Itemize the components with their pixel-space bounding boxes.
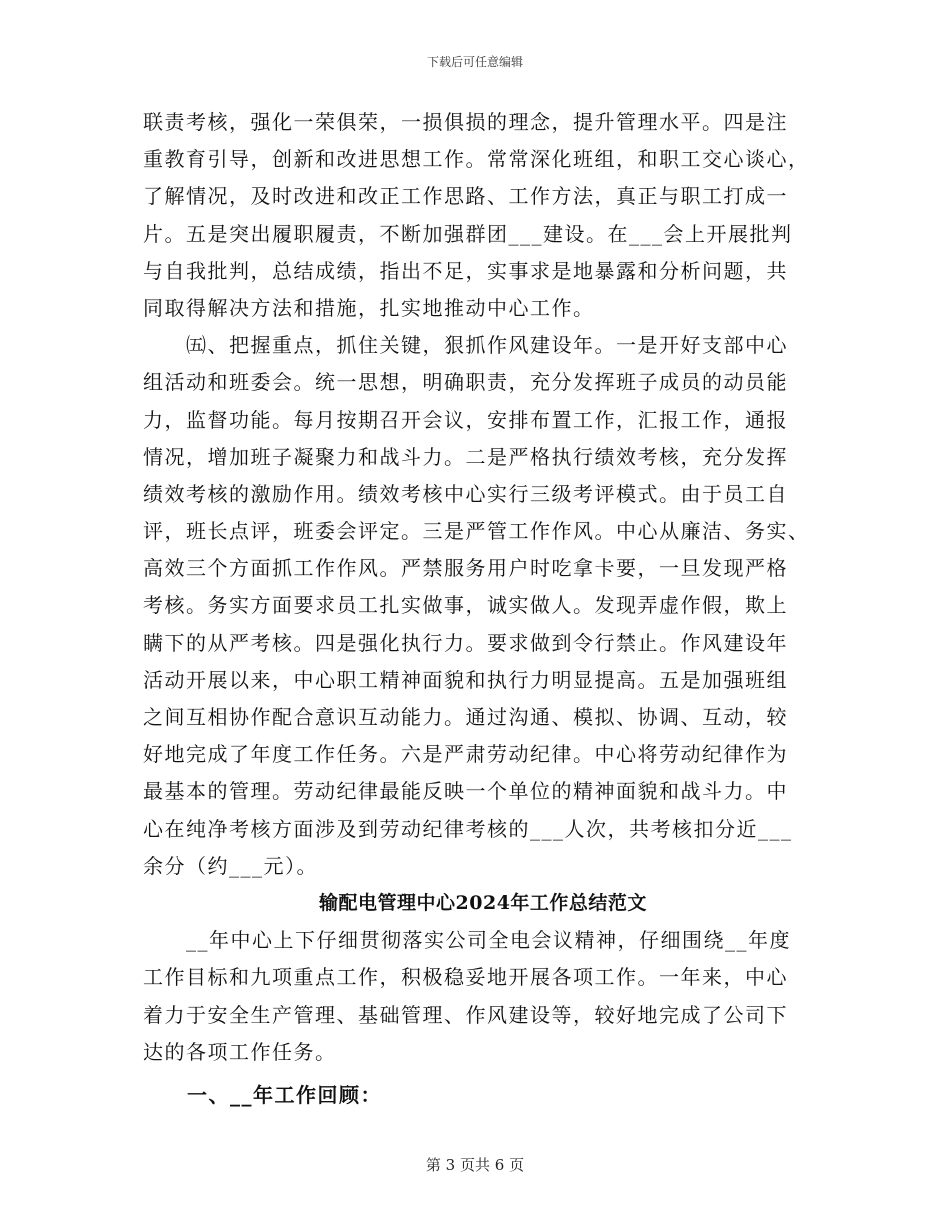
body-line: 重教育引导，创新和改进思想工作。常常深化班组，和职工交心谈心， — [143, 147, 810, 172]
body-line: 片。五是突出履职履责，不断加强群团___建设。在___会上开展批判 — [143, 221, 793, 246]
document-body — [143, 104, 823, 1114]
body-line: 力，监督功能。每月按期召开会议，安排布置工作，汇报工作，通报 — [143, 407, 788, 432]
body-line: 活动开展以来，中心职工精神面貌和执行力明显提高。五是加强班组 — [143, 667, 788, 692]
body-line: 心在纯净考核方面涉及到劳动纪律考核的___人次，共考核扣分近___ — [143, 816, 793, 841]
body-line: 好地完成了年度工作任务。六是严肃劳动纪律。中心将劳动纪律作为 — [143, 742, 788, 767]
body-line: 余分（约___元）。 — [143, 853, 318, 878]
body-line: 瞒下的从严考核。四是强化执行力。要求做到令行禁止。作风建设年 — [143, 630, 788, 655]
body-line: 联责考核，强化一荣俱荣，一损俱损的理念，提升管理水平。四是注 — [143, 110, 788, 134]
section-title: 输配电管理中心2024年工作总结范文 — [319, 891, 647, 914]
body-line: 组活动和班委会。统一思想，明确职责，充分发挥班子成员的动员能 — [143, 370, 788, 395]
body-line: 绩效考核的激励作用。绩效考核中心实行三级考评模式。由于员工自 — [143, 481, 788, 506]
body-line: 了解情况，及时改进和改正工作思路、工作方法，真正与职工打成一 — [143, 184, 788, 209]
page-header-note: 下载后可任意编辑 — [426, 55, 523, 69]
section-line: __年中心上下仔细贯彻落实公司全电会议精神，仔细围绕__年度 — [143, 928, 791, 953]
body-line: 同取得解决方法和措施，扎实地推动中心工作。 — [143, 295, 595, 320]
body-line: 与自我批判，总结成绩，指出不足，实事求是地暴露和分析问题，共 — [143, 258, 788, 283]
subheading: 一、__年工作回顾： — [187, 1082, 382, 1107]
body-line: 之间互相协作配合意识互动能力。通过沟通、模拟、协调、互动，较 — [143, 705, 788, 729]
body-line: 考核。务实方面要求员工扎实做事，诚实做人。发现弄虚作假，欺上 — [143, 593, 788, 618]
section-line: 着力于安全生产管理、基础管理、作风建设等，较好地完成了公司下 — [143, 1002, 788, 1027]
body-line: ㈤、把握重点，抓住关键，狠抓作风建设年。一是开好支部中心 — [143, 333, 788, 358]
body-line: 情况，增加班子凝聚力和战斗力。二是严格执行绩效考核，充分发挥 — [143, 444, 788, 469]
body-line: 最基本的管理。劳动纪律最能反映一个单位的精神面貌和战斗力。中 — [143, 779, 788, 804]
page-number: 第 3 页共 6 页 — [425, 1156, 525, 1174]
body-line: 评，班长点评，班委会评定。三是严管工作作风。中心从廉洁、务实、 — [143, 519, 810, 544]
section-line: 达的各项工作任务。 — [143, 1039, 337, 1064]
body-line: 高效三个方面抓工作作风。严禁服务用户时吃拿卡要，一旦发现严格 — [143, 556, 788, 581]
section-line: 工作目标和九项重点工作，积极稳妥地开展各项工作。一年来，中心 — [143, 965, 788, 990]
